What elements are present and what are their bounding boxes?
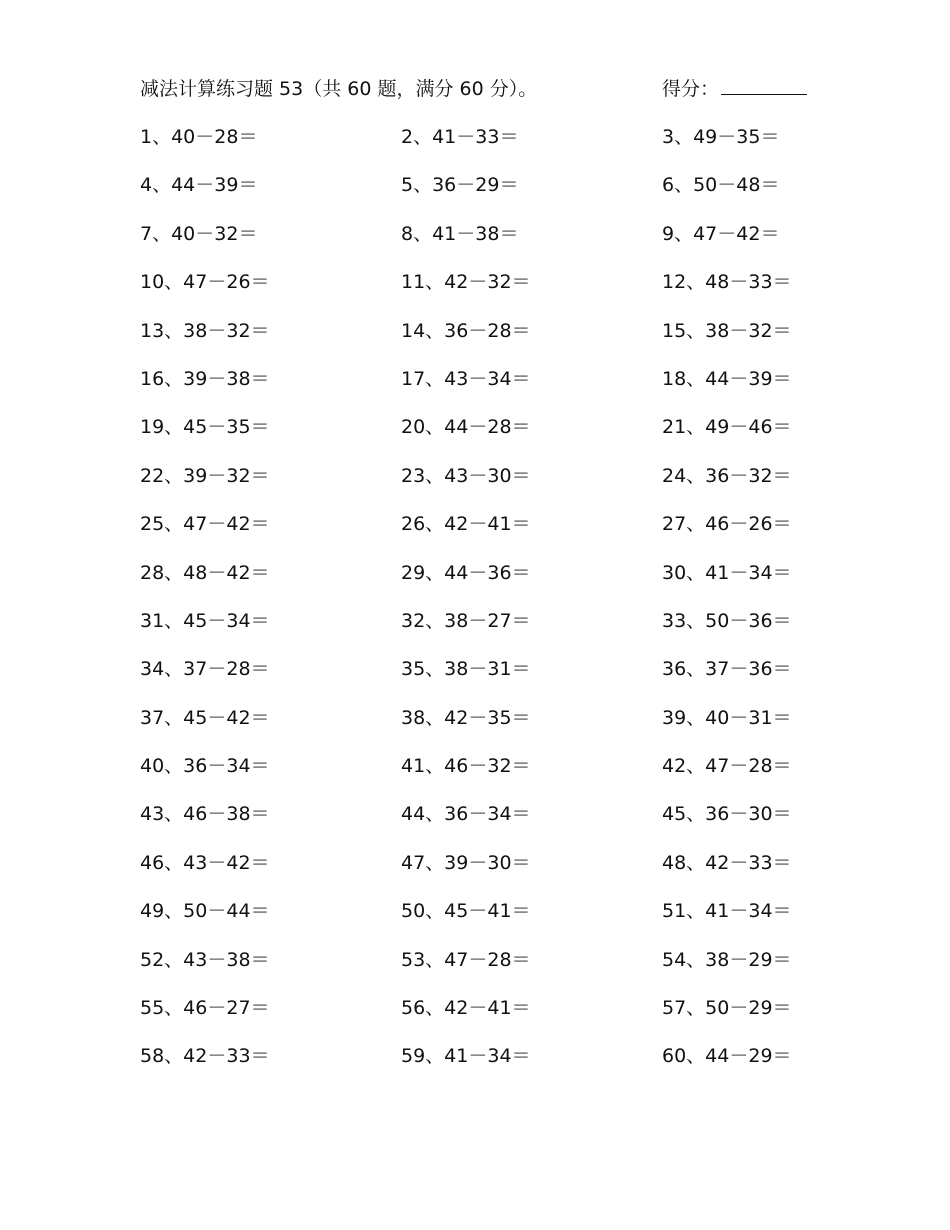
problem-grid [140, 122, 820, 1090]
problem-item: 49、50－44＝ [140, 900, 270, 923]
problem-item: 35、38－31＝ [401, 658, 531, 681]
problem-item: 21、49－46＝ [662, 416, 792, 439]
problem-item: 2、41－33＝ [401, 126, 519, 148]
score-field [662, 74, 807, 101]
problem-item: 4、44－39＝ [140, 174, 258, 197]
score-blank-line [721, 76, 807, 95]
problem-item: 42、47－28＝ [662, 755, 792, 778]
problem-item: 13、38－32＝ [140, 319, 270, 342]
problem-item: 9、47－42＝ [662, 222, 780, 245]
problem-item: 53、47－28＝ [401, 948, 531, 971]
problem-item: 59、41－34＝ [401, 1045, 531, 1068]
problem-item: 6、50－48＝ [662, 174, 780, 197]
problem-item: 55、46－27＝ [140, 997, 270, 1020]
problem-item: 22、39－32＝ [140, 464, 270, 487]
problem-item: 41、46－32＝ [401, 755, 531, 778]
problem-item: 54、38－29＝ [662, 948, 792, 971]
problem-item: 11、42－32＝ [401, 271, 531, 294]
problem-item: 52、43－38＝ [140, 948, 270, 971]
problem-item: 27、46－26＝ [662, 513, 792, 536]
problem-item: 18、44－39＝ [662, 367, 792, 390]
problem-item: 19、45－35＝ [140, 416, 270, 439]
problem-item: 31、45－34＝ [140, 609, 270, 632]
problem-item: 26、42－41＝ [401, 513, 531, 536]
problem-item: 57、50－29＝ [662, 997, 792, 1020]
problem-item: 39、40－31＝ [662, 706, 792, 729]
problem-item: 20、44－28＝ [401, 416, 531, 439]
problem-item: 38、42－35＝ [401, 706, 531, 729]
problem-item: 50、45－41＝ [401, 900, 531, 923]
problem-item: 17、43－34＝ [401, 367, 531, 390]
problem-item: 34、37－28＝ [140, 658, 270, 681]
problem-item: 14、36－28＝ [401, 319, 531, 342]
problem-item: 3、49－35＝ [662, 126, 780, 148]
worksheet-title: 减法计算练习题 53（共 60 题，满分 60 分）。 [140, 78, 538, 100]
problem-item: 23、43－30＝ [401, 464, 531, 487]
problem-item: 37、45－42＝ [140, 706, 270, 729]
problem-item: 32、38－27＝ [401, 609, 531, 632]
problem-item: 10、47－26＝ [140, 271, 270, 294]
problem-item: 30、41－34＝ [662, 561, 792, 584]
problem-item: 60、44－29＝ [662, 1045, 792, 1068]
problem-item: 44、36－34＝ [401, 803, 531, 826]
problem-item: 5、36－29＝ [401, 174, 519, 197]
problem-item: 16、39－38＝ [140, 367, 270, 390]
problem-item: 1、40－28＝ [140, 126, 258, 148]
worksheet-header [140, 74, 820, 106]
problem-item: 25、47－42＝ [140, 513, 270, 536]
problem-item: 12、48－33＝ [662, 271, 792, 294]
problem-item: 24、36－32＝ [662, 464, 792, 487]
problem-item: 7、40－32＝ [140, 222, 258, 245]
problem-item: 40、36－34＝ [140, 755, 270, 778]
problem-item: 33、50－36＝ [662, 609, 792, 632]
problem-item: 51、41－34＝ [662, 900, 792, 923]
problem-item: 36、37－36＝ [662, 658, 792, 681]
problem-item: 46、43－42＝ [140, 851, 270, 874]
problem-item: 28、48－42＝ [140, 561, 270, 584]
problem-item: 58、42－33＝ [140, 1045, 270, 1068]
problem-item: 29、44－36＝ [401, 561, 531, 584]
problem-item: 45、36－30＝ [662, 803, 792, 826]
problem-item: 15、38－32＝ [662, 319, 792, 342]
problem-item: 43、46－38＝ [140, 803, 270, 826]
score-label: 得分： [662, 78, 720, 100]
problem-item: 48、42－33＝ [662, 851, 792, 874]
problem-item: 56、42－41＝ [401, 997, 531, 1020]
problem-item: 8、41－38＝ [401, 222, 519, 245]
problem-item: 47、39－30＝ [401, 851, 531, 874]
